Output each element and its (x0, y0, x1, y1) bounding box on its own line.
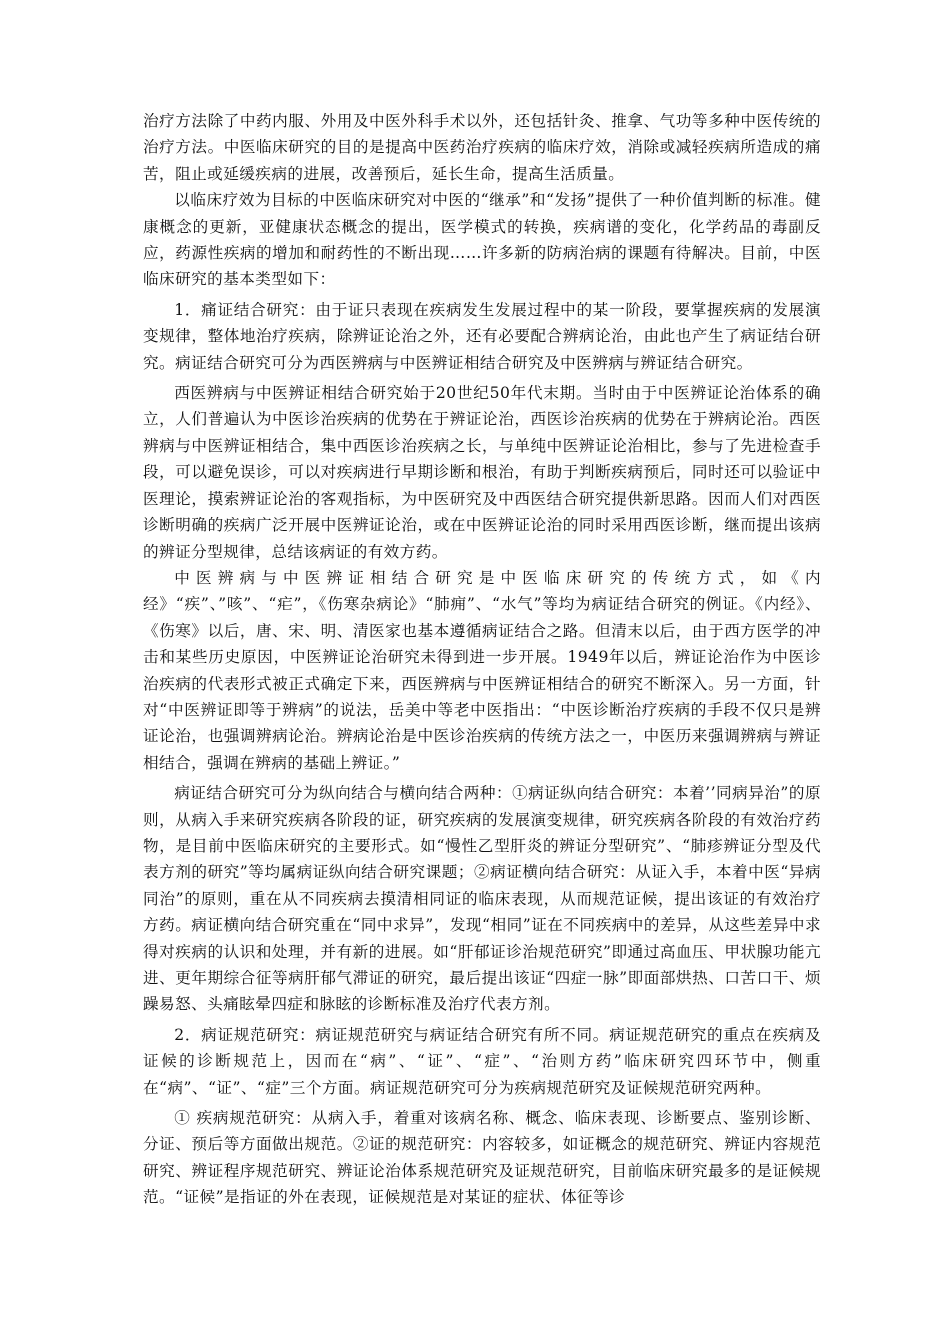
paragraph-standardization: 2．病证规范研究：病证规范研究与病证结合研究有所不同。病证规范研究的重点在疾病及证候的诊断规范上，因而在“病”、“证”、“症”、“治则方药”临床研究四环节中，侧重在“病”、“证”、“症”三个方面。病证规范研究可分为疾病规范研究及证候规范研究两种。 (143, 1025, 821, 1097)
paragraph-vertical-horizontal: 病证结合研究可分为纵向结合与横向结合两种：①病证纵向结合研究：本着’’同病异治”的原则，从病入手来研究疾病各阶段的证，研究疾病的发展演变规律，研究疾病各阶段的有效治疗药物，是目前中医临床研究的主要形式。如“慢性乙型肝炎的辨证分型研究”、“肺疹辨证分型及代表方剂的研究”等均属病证纵向结合研究课题；②病证横向结合研究：从证入手，本着中医“异病同治”的原则，重在从不同疾病去摸清相同证的临床表现，从而规范证候，提出该证的有效治疗方药。病证横向结合研究重在“同中求异”，发现“相同”证在不同疾病中的差异，从这些差异中求得对疾病的认识和处理，并有新的进展。如“肝郁证诊治规范研究”即通过高血压、甲状腺功能亢进、更年期综合征等病肝郁气滞证的研究，最后提出该证“四症一脉”即面部烘热、口苦口干、烦躁易怒、头痛眩晕四症和脉眩的诊断标准及治疗代表方剂。 (143, 784, 821, 1014)
document-page (143, 108, 821, 1211)
paragraph-clinical-efficacy: 以临床疗效为目标的中医临床研究对中医的“继承”和“发扬”提供了一种价值判断的标准。健康概念的更新，亚健康状态概念的提出，医学模式的转换，疾病谱的变化，化学药品的毒副反应，药源性疾病的增加和耐药性的不断出现……许多新的防病治病的课题有待解决。目前，中医临床研究的基本类型如下： (143, 191, 821, 289)
paragraph-disease-syndrome-combination: 1．痛证结合研究：由于证只表现在疾病发生发展过程中的某一阶段，要掌握疾病的发展演变规律，整体地治疗疾病，除辨证论治之外，还有必要配合辨病论治，由此也产生了病证结台研究。病证结合研究可分为西医辨病与中医辨证相结合研究及中医辨病与辨证结合研究。 (143, 300, 821, 372)
paragraph-western-diagnosis: 西医辨病与中医辨证相结合研究始于20世纪50年代末期。当时由于中医辨证论治体系的确立，人们普遍认为中医诊治疾病的优势在于辨证论治，西医诊治疾病的优势在于辨病论治。西医辨病与中医辨证相结合，集中西医诊治疾病之长，与单纯中医辨证论治相比，参与了先进检查手段，可以避免误诊，可以对疾病进行早期诊断和根治，有助于判断疾病预后，同时还可以验证中医理论，摸索辨证论治的客观指标，为中医研究及中西医结合研究提供新思路。因而人们对西医诊断明确的疾病广泛开展中医辨证论治，或在中医辨证论治的同时采用西医诊断，继而提出该病的辨证分型规律，总结该病证的有效方药。 (143, 384, 821, 561)
paragraph-disease-standard: ① 疾病规范研究：从病入手，着重对该病名称、概念、临床表现、诊断要点、鉴别诊断、分证、预后等方面做出规范。②证的规范研究：内容较多，如证概念的规范研究、辨证内容规范研究、辨证程序规范研究、辨证论治体系规范研究及证规范研究，目前临床研究最多的是证候规范。“证候”是指证的外在表现，证候规范是对某证的症状、体征等诊 (143, 1109, 821, 1207)
paragraph-tcm-diagnosis: 中医辨病与中医辨证相结合研究是中医临床研究的传统方式，如《内经》“疾”、”咳”、“疟”，《伤寒杂病论》“肺痈”、“水气”等均为病证结合研究的例证。《内经》、《伤寒》以后，唐、宋、明、清医家也基本遵循病证结合之路。但清末以后，由于西方医学的冲击和某些历史原因，中医辨证论治研究未得到进一步开展。1949年以后，辨证论治作为中医诊治疾病的代表形式被正式确定下来，西医辨病与中医辨证相结合的研究不断深入。另一方面，针对“中医辨证即等于辨病”的说法，岳美中等老中医指出：“中医诊断治疗疾病的手段不仅只是辨证论治，也强调辨病论治。辨病论治是中医诊治疾病的传统方法之一，中医历来强调辨病与辨证相结合，强调在辨病的基础上辨证。” (143, 568, 821, 772)
paragraph-treatment-methods: 治疗方法除了中药内服、外用及中医外科手术以外，还包括针灸、推拿、气功等多种中医传统的治疗方法。中医临床研究的目的是提高中医药治疗疾病的临床疗效，消除或减轻疾病所造成的痛苦，阻止或延缓疾病的进展，改善预后，延长生命，提高生活质量。 (143, 112, 821, 183)
